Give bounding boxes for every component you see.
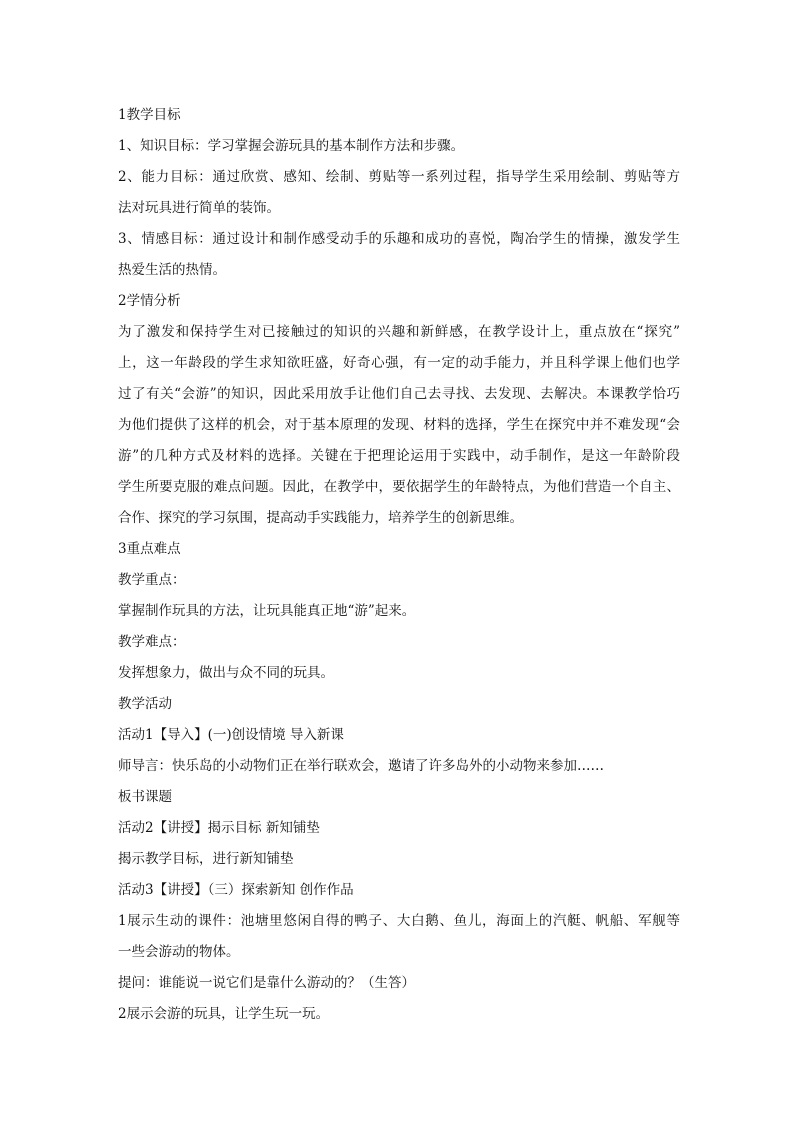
- section-heading-goals: 1教学目标: [118, 107, 181, 123]
- paragraph-analysis-line7: 合作、探究的学习氛围，提高动手实践能力，培养学生的创新思维。: [118, 510, 523, 526]
- paragraph-analysis-line5: 游”的几种方式及材料的选择。关键在于把理论运用于实践中，动手制作，是这一年龄阶段: [118, 448, 680, 464]
- paragraph-analysis-line4: 为他们提供了这样的机会，对于基本原理的发现、材料的选择，学生在探究中并不难发现“会: [118, 417, 680, 433]
- paragraph-teaching-difficulty: 发挥想象力，做出与众不同的玩具。: [118, 665, 334, 681]
- activity-1-text: 师导言：快乐岛的小动物们正在举行联欢会，邀请了许多岛外的小动物来参加……: [118, 758, 604, 774]
- activity-1-title: 活动1【导入】(一)创设情境 导入新课: [118, 727, 344, 743]
- activity-2-text: 揭示教学目标，进行新知铺垫: [118, 851, 294, 867]
- activity-3-item1-line1: 1展示生动的课件：池塘里悠闲自得的鸭子、大白鹅、鱼儿，海面上的汽艇、帆船、军舰等: [118, 913, 680, 929]
- paragraph-analysis-line2: 上，这一年龄段的学生求知欲旺盛，好奇心强，有一定的动手能力，并且科学课上他们也学: [118, 355, 680, 371]
- activity-2-title: 活动2【讲授】揭示目标 新知铺垫: [118, 820, 320, 836]
- activity-3-title: 活动3【讲授】（三）探索新知 创作作品: [118, 882, 354, 898]
- paragraph-emotion-goal-line2: 热爱生活的热情。: [118, 262, 226, 278]
- activity-1-board: 板书课题: [118, 789, 172, 805]
- section-heading-activities: 教学活动: [118, 696, 172, 712]
- paragraph-teaching-focus: 掌握制作玩具的方法，让玩具能真正地“游”起来。: [118, 603, 416, 619]
- paragraph-ability-goal-line1: 2、能力目标：通过欣赏、感知、绘制、剪贴等一系列过程，指导学生采用绘制、剪贴等方: [118, 169, 680, 185]
- paragraph-analysis-line1: 为了激发和保持学生对已接触过的知识的兴趣和新鲜感，在教学设计上，重点放在“探究”: [118, 324, 680, 340]
- section-heading-key-points: 3重点难点: [118, 541, 181, 557]
- activity-3-item2: 2展示会游的玩具，让学生玩一玩。: [118, 1006, 330, 1022]
- activity-3-question: 提问：谁能说一说它们是靠什么游动的？（生答）: [118, 975, 415, 991]
- paragraph-ability-goal-line2: 法对玩具进行简单的装饰。: [118, 200, 280, 216]
- paragraph-analysis-line3: 过了有关“会游”的知识，因此采用放手让他们自己去寻找、去发现、去解决。本课教学恰巧: [118, 386, 680, 402]
- document-body: [118, 100, 680, 1030]
- paragraph-knowledge-goal: 1、知识目标：学习掌握会游玩具的基本制作方法和步骤。: [118, 138, 465, 154]
- paragraph-analysis-line6: 学生所要克服的难点问题。因此，在教学中，要依据学生的年龄特点，为他们营造一个自主、: [118, 479, 680, 495]
- section-heading-analysis: 2学情分析: [118, 293, 181, 309]
- paragraph-emotion-goal-line1: 3、情感目标：通过设计和制作感受动手的乐趣和成功的喜悦，陶冶学生的情操，激发学生: [118, 231, 680, 247]
- label-teaching-difficulty: 教学难点：: [118, 634, 186, 650]
- activity-3-item1-line2: 一些会游动的物体。: [118, 944, 240, 960]
- label-teaching-focus: 教学重点：: [118, 572, 186, 588]
